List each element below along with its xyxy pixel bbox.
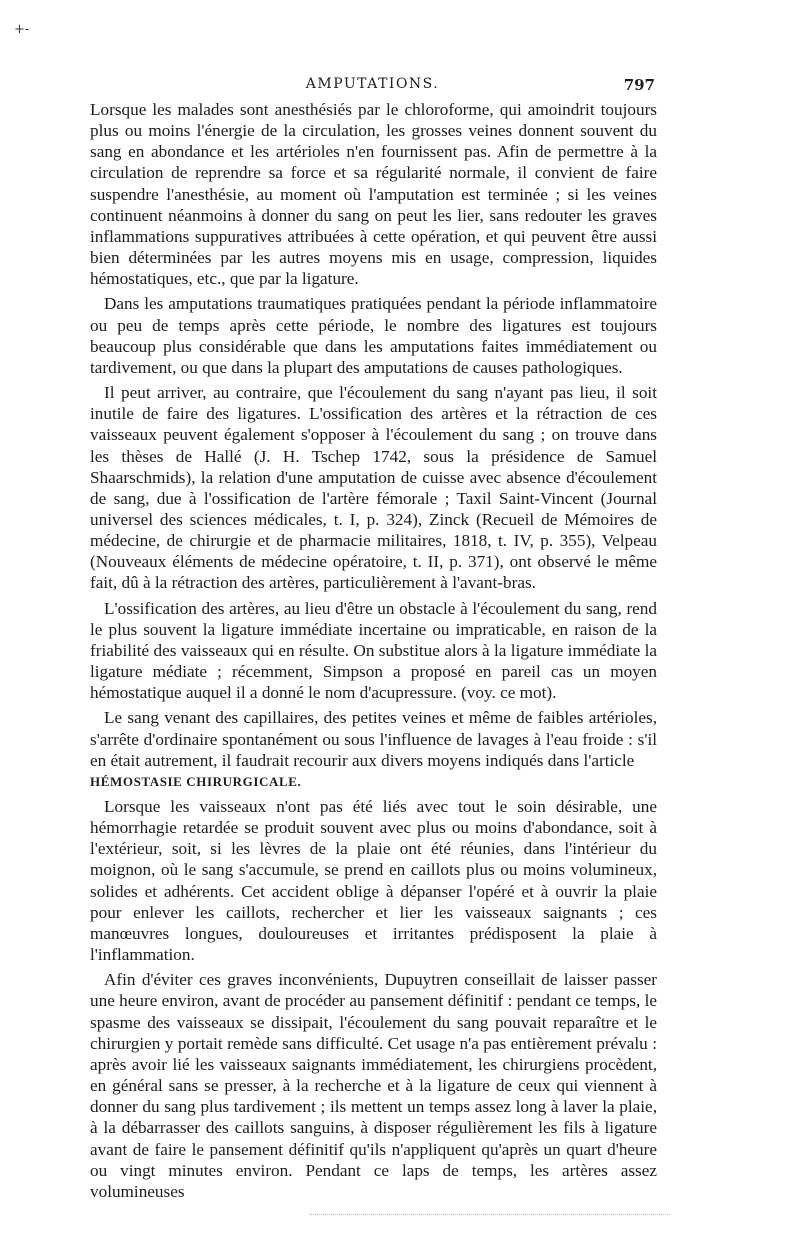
paragraph bbox=[90, 707, 657, 792]
footer-rule bbox=[310, 1214, 670, 1216]
margin-mark: +- bbox=[14, 22, 30, 37]
page-number: 797 bbox=[623, 76, 655, 94]
paragraph: Lorsque les vaisseaux n'ont pas été liés avec tout le soin désirable, une hémorrhagie retardée se produit souvent avec plus ou moins d'abondance, soit à l'extérieur, soit, si les lèvres de la plaie ont été réunies, dans l'intérieur du moignon, où le sang s'accumule, se prend en caillots plus ou moins volumineux, solides et adhérents. Cet accident oblige à dépanser l'opéré et à ouvrir la plaie pour enlever les caillots, rechercher et lier les vaisseaux saignants ; ces manœuvres longues, douloureuses et irritantes prédisposent la plaie à l'inflammation. bbox=[90, 797, 657, 965]
paragraph: Lorsque les malades sont anesthésiés par le chloroforme, qui amoindrit toujours plus ou moins l'énergie de la circulation, les grosses veines donnent souvent du sang en abondance et les artérioles n'en fournissent pas. Afin de permettre à la circulation de reprendre sa force et sa régularité normale, il convient de faire suspendre l'anesthésie, au moment où l'amputation est terminée ; si les veines continuent néanmoins à donner du sang on peut les lier, sans redouter les graves inflammations suppuratives attribuées à cette opération, et qui peuvent être aussi bien déterminées par les autres moyens mis en usage, compression, liquides hémostatiques, etc., que par la ligature. bbox=[90, 100, 657, 289]
paragraph: Dans les amputations traumatiques pratiquées pendant la période inflammatoire ou peu de temps après cette période, le nombre des ligatures est toujours beaucoup plus considérable que dans les amputations faites immédiatement ou tardivement, ou que dans la plupart des amputations de causes pathologiques. bbox=[90, 294, 657, 377]
paragraph: Il peut arriver, au contraire, que l'écoulement du sang n'ayant pas lieu, il soit inutile de faire des ligatures. L'ossification des artères et la rétraction de ces vaisseaux peuvent également s'opposer à l'écoulement du sang ; on trouve dans les thèses de Hallé (J. H. Tschep 1742, sous la présidence de Samuel Shaarschmids), la relation d'une amputation de cuisse avec absence d'écoulement de sang, due à l'ossification de l'artère fémorale ; Taxil Saint-Vincent (Journal universel des sciences médicales, t. I, p. 324), Zinck (Recueil de Mémoires de médecine, de chirurgie et de pharmacie militaires, 1818, t. IV, p. 355), Velpeau (Nouveaux éléments de médecine opératoire, t. II, p. 371), ont observé le même fait, dû à la rétraction des artères, particulièrement à l'avant-bras. bbox=[90, 383, 657, 593]
paragraph: Afin d'éviter ces graves inconvénients, Dupuytren conseillait de laisser passer une heure environ, avant de procéder au pansement définitif : pendant ce temps, le spasme des vaisseaux se dissipait, l'écoulement du sang pouvait reparaître et le chirurgien y portait remède sans difficulté. Cet usage n'a pas entièrement prévalu : après avoir lié les vaisseaux saignants immédiatement, les chirurgiens procèdent, en général sans se presser, à la recherche et à la ligature de ceux qui viennent à donner du sang plus tardivement ; ils mettent un temps assez long à laver la plaie, à la débarrasser des caillots sanguins, à disposer régulièrement les fils à ligature avant de faire le pansement définitif qu'ils n'appliquent qu'après un quart d'heure ou vingt minutes environ. Pendant ce laps de temps, les artères assez volumineuses bbox=[90, 970, 657, 1201]
page-header bbox=[90, 76, 655, 98]
paragraph-text: Le sang venant des capillaires, des petites veines et même de faibles artérioles, s'arrête d'ordinaire spontanément ou sous l'influence de lavages à l'eau froide : s'il en était autrement, il faudrait recourir aux divers moyens indiqués dans l'article bbox=[90, 708, 657, 770]
body-text bbox=[90, 99, 657, 1206]
section-reference: HÉMOSTASIE CHIRURGICALE. bbox=[90, 773, 302, 789]
running-head: AMPUTATIONS. bbox=[305, 76, 440, 92]
paragraph: L'ossification des artères, au lieu d'être un obstacle à l'écoulement du sang, rend le plus souvent la ligature immédiate incertaine ou impraticable, en raison de la friabilité des vaisseaux qui en résulte. On substitue alors à la ligature immédiate la ligature médiate ; récemment, Simpson a proposé en pareil cas un moyen hémostatique auquel il a donné le nom d'acupressure. (voy. ce mot). bbox=[90, 598, 657, 703]
